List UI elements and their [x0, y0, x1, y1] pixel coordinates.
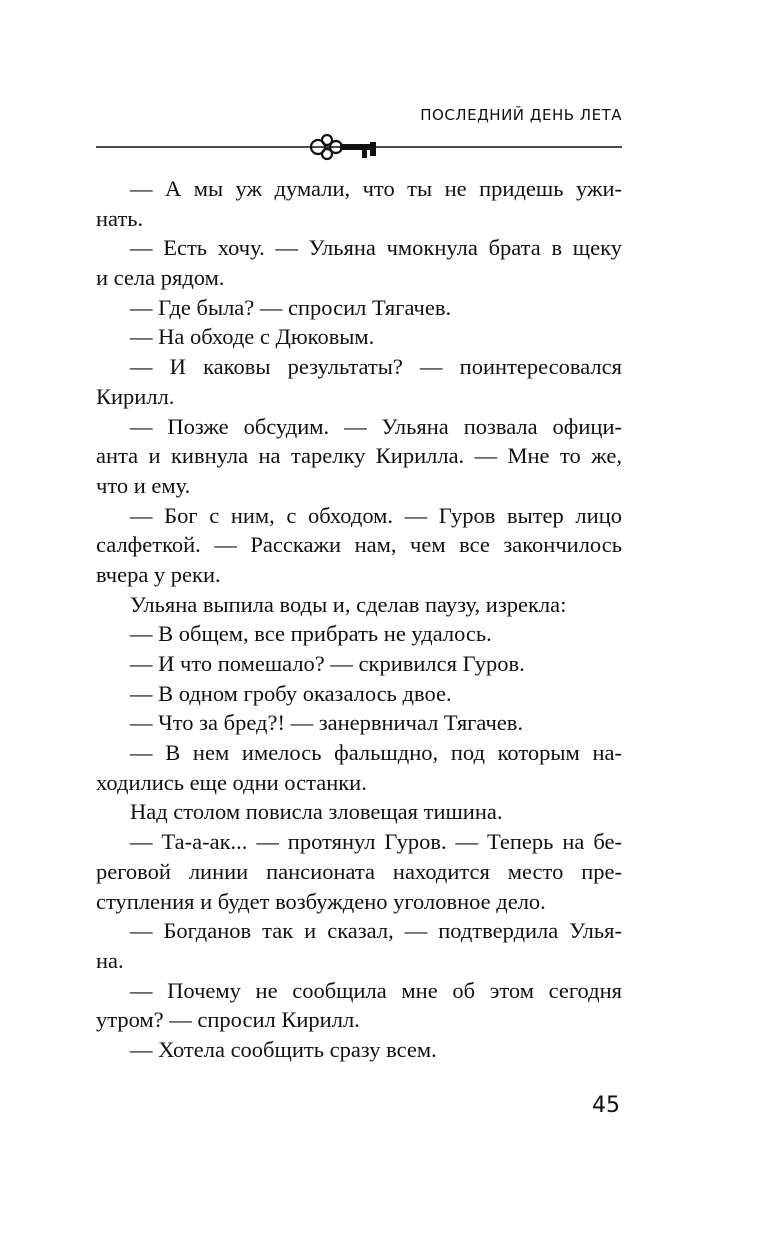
- text-line: — В одном гробу оказалось двое.: [130, 680, 452, 706]
- page-number: 45: [592, 1093, 620, 1118]
- text-line: — В нем имелось фальшдно, под которым на-: [130, 740, 622, 766]
- text-line: — И каковы результаты? — поинтересовался: [130, 354, 622, 380]
- text-line: — В общем, все прибрать не удалось.: [130, 621, 492, 647]
- text-line: — Есть хочу. — Ульяна чмокнула брата в щеку: [130, 235, 622, 261]
- text-line: ступления и будет возбуждено уголовное дело.: [96, 888, 546, 914]
- text-line: — Та-а-ак... — протянул Гуров. — Теперь на бе-: [130, 829, 622, 855]
- text-line: ходились еще одни останки.: [96, 769, 367, 795]
- text-line: утром? — спросил Кирилл.: [96, 1007, 360, 1033]
- text-line: — Бог с ним, с обходом. — Гуров вытер лицо: [130, 502, 622, 528]
- text-line: — Позже обсудим. — Ульяна позвала офици-: [130, 413, 622, 439]
- text-line: Ульяна выпила воды и, сделав паузу, изрекла:: [130, 591, 567, 617]
- text-line: — Что за бред?! — занервничал Тягачев.: [130, 710, 524, 736]
- text-line: — На обходе с Дюковым.: [130, 324, 375, 350]
- text-line: что и ему.: [96, 472, 191, 498]
- text-line: — Хотела сообщить сразу всем.: [130, 1036, 437, 1062]
- text-line: реговой линии пансионата находится место пре-: [96, 858, 622, 884]
- text-line: салфеткой. — Расскажи нам, чем все закончилось: [96, 532, 622, 558]
- running-title: ПОСЛЕДНИЙ ДЕНЬ ЛЕТА: [420, 106, 622, 124]
- text-line: Кирилл.: [96, 383, 175, 409]
- text-line: анта и кивнула на тарелку Кирилла. — Мне то же,: [96, 443, 622, 469]
- text-line: вчера у реки.: [96, 561, 221, 587]
- text-line: на.: [96, 947, 124, 973]
- text-line: и села рядом.: [96, 265, 225, 291]
- text-line: нать.: [96, 205, 144, 231]
- text-line: — Богданов так и сказал, — подтвердила Улья-: [130, 918, 622, 944]
- text-line: — Где была? — спросил Тягачев.: [130, 294, 452, 320]
- text-line: Над столом повисла зловещая тишина.: [130, 799, 503, 825]
- body-text: [96, 174, 622, 1065]
- text-line: — А мы уж думали, что ты не придешь ужи-: [130, 176, 622, 201]
- text-line: — И что помешало? — скривился Гуров.: [130, 651, 525, 676]
- text-line: — Почему не сообщила мне об этом сегодня: [130, 977, 622, 1003]
- key-ornament-icon: [96, 130, 622, 164]
